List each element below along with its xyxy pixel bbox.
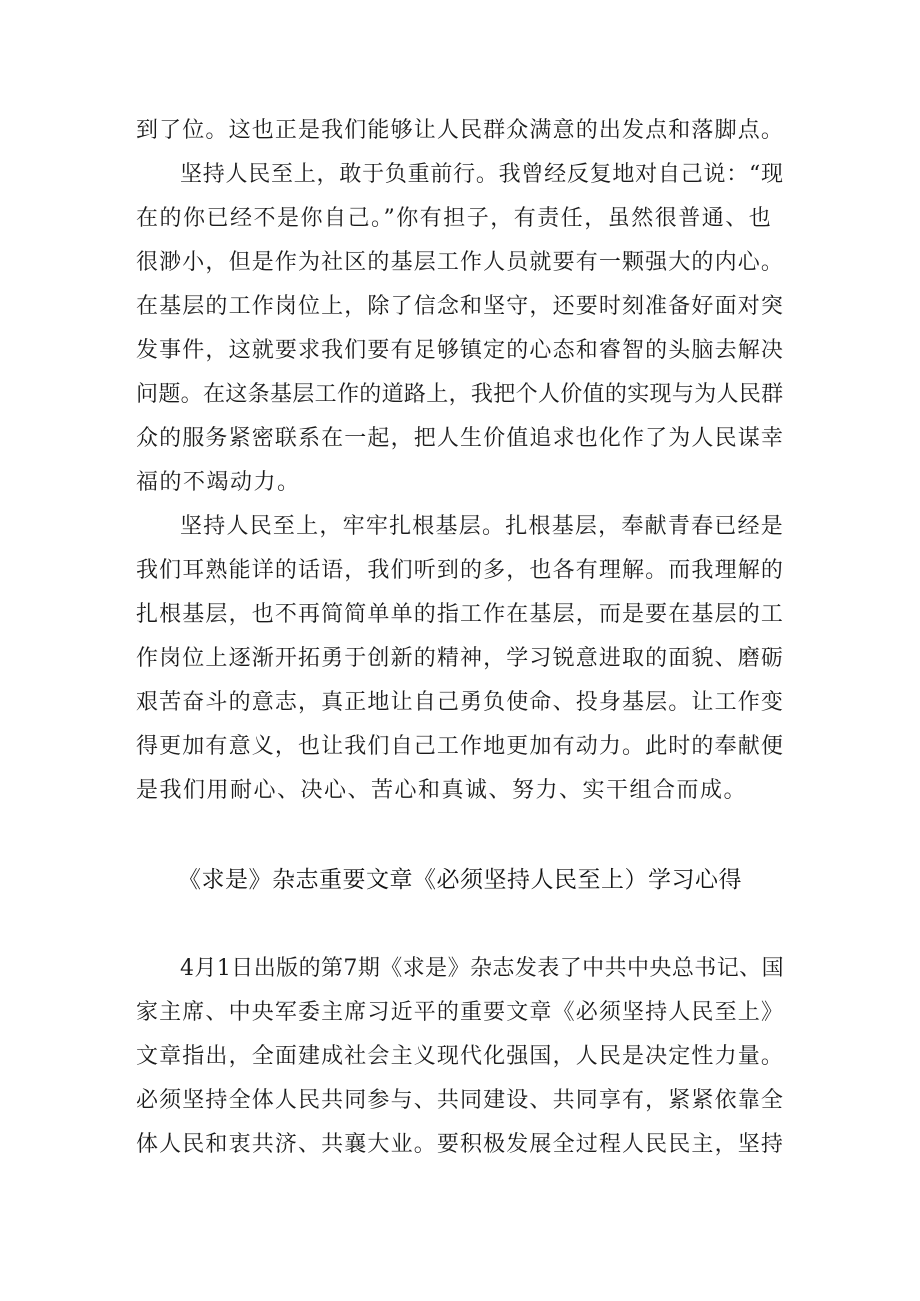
text-line: 福的不竭动力。 (136, 470, 301, 495)
text-line: 在基层的工作岗位上，除了信念和坚守，还要时刻准备好面对突 (136, 294, 785, 319)
text-line: 艰苦奋斗的意志，真正地让自己勇负使命、投身基层。让工作变 (136, 690, 785, 715)
text-line: 发事件，这就要求我们要有足够镇定的心态和睿智的头脑去解决 (136, 338, 785, 363)
text-line: 4月1日出版的第7期《求是》杂志发表了中共中央总书记、国 (180, 956, 784, 981)
text-line: 家主席、中央军委主席习近平的重要文章《必须坚持人民至上》 (136, 1000, 785, 1025)
text-line: 体人民和衷共济、共襄大业。要积极发展全过程人民民主，坚持 (136, 1132, 785, 1157)
text-line: 坚持人民至上，牢牢扎根基层。扎根基层，奉献青春已经是 (180, 514, 785, 539)
text-line: 众的服务紧密联系在一起，把人生价值追求也化作了为人民谋幸 (136, 426, 785, 451)
text-line: 必须坚持全体人民共同参与、共同建设、共同享有，紧紧依靠全 (136, 1088, 785, 1113)
text-line: 是我们用耐心、决心、苦心和真诚、努力、实干组合而成。 (136, 778, 748, 803)
text-line: 在的你已经不是你自己。”你有担子，有责任，虽然很普通、也 (136, 206, 773, 231)
text-line: 我们耳熟能详的话语，我们听到的多，也各有理解。而我理解的 (136, 558, 785, 583)
text-line: 作岗位上逐渐开拓勇于创新的精神，学习锐意进取的面貌、磨砺 (136, 646, 785, 671)
text-line: 扎根基层，也不再简简单单的指工作在基层，而是要在基层的工 (136, 602, 785, 627)
section-title: 《求是》杂志重要文章《必须坚持人民至上）学习心得 (178, 867, 742, 893)
text-line: 很渺小，但是作为社区的基层工作人员就要有一颗强大的内心。 (136, 250, 785, 275)
text-line: 坚持人民至上，敢于负重前行。我曾经反复地对自己说：“现 (180, 162, 784, 187)
text-line: 文章指出，全面建成社会主义现代化强国，人民是决定性力量。 (136, 1044, 785, 1069)
text-line: 得更加有意义，也让我们自己工作地更加有动力。此时的奉献便 (136, 734, 785, 759)
text-line: 问题。在这条基层工作的道路上，我把个人价值的实现与为人民群 (136, 382, 784, 407)
text-line: 到了位。这也正是我们能够让人民群众满意的出发点和落脚点。 (136, 118, 785, 143)
